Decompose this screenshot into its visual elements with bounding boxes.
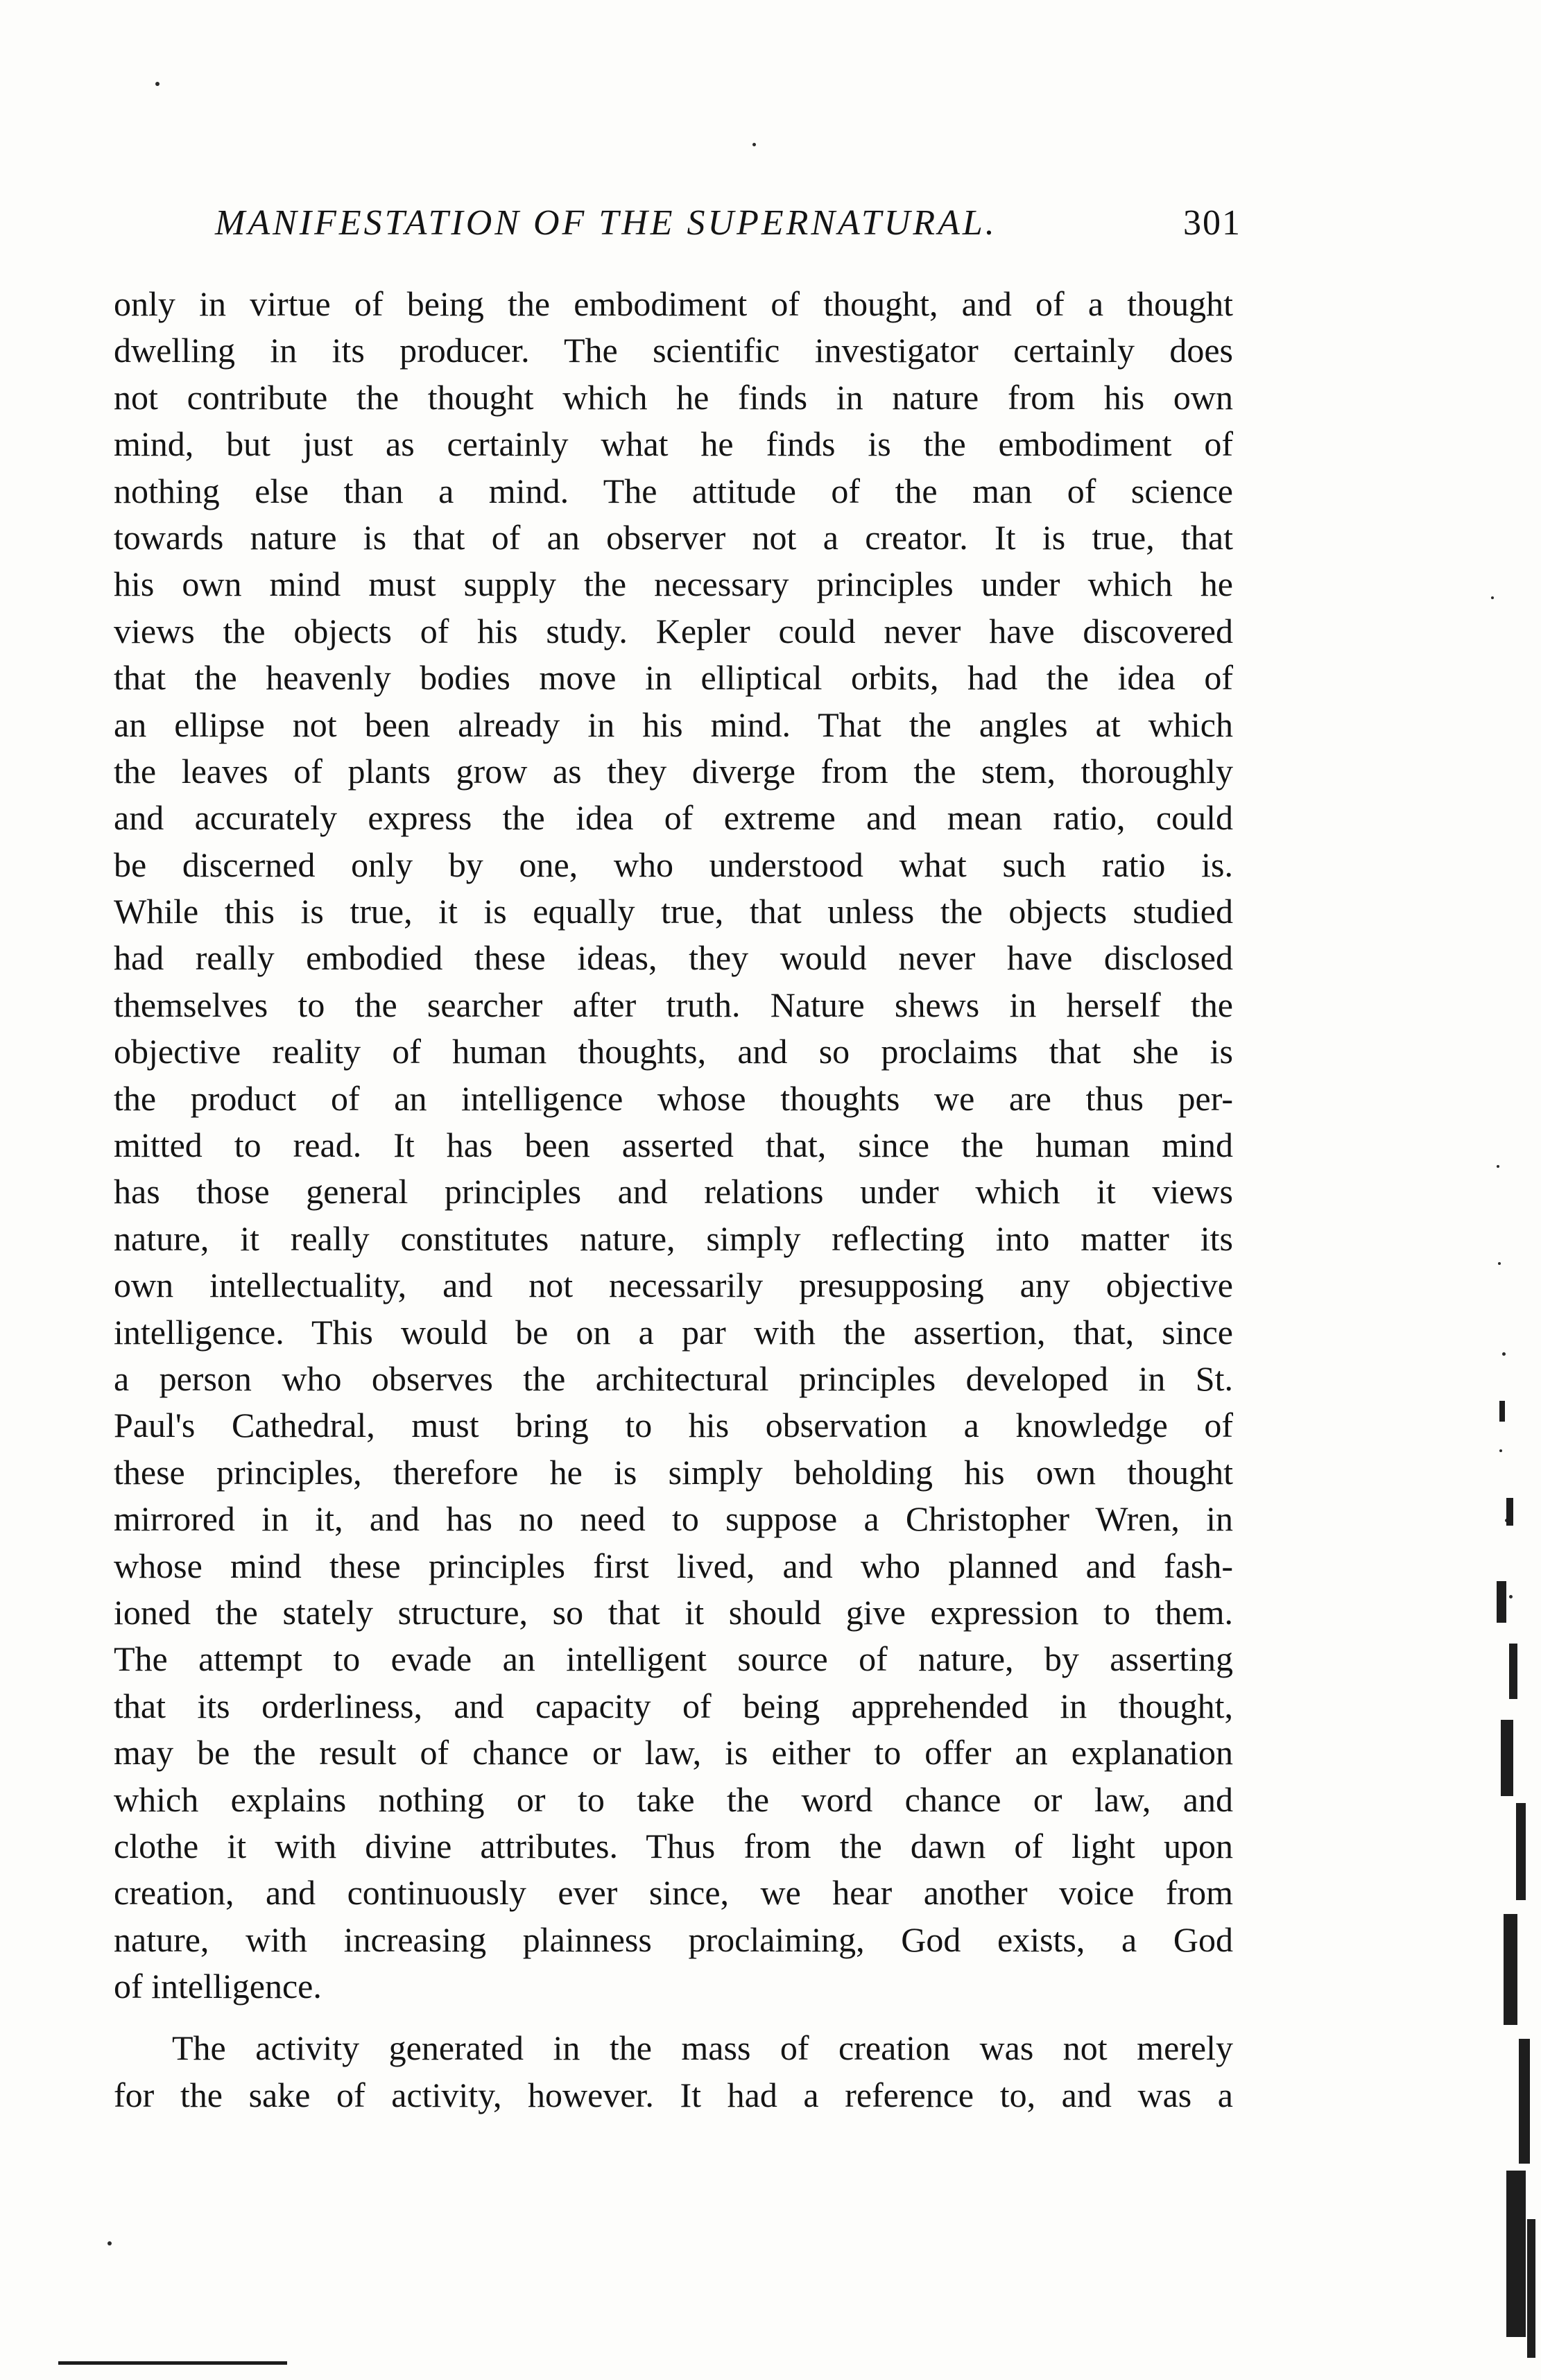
text-line: his own mind must supply the necessary principles under which he bbox=[114, 564, 1233, 604]
text-line: the leaves of plants grow as they diverge from the stem, thoroughly bbox=[114, 751, 1233, 791]
text-line: nothing else than a mind. The attitude of the man of science bbox=[114, 471, 1233, 510]
text-line: clothe it with divine attributes. Thus from the dawn of light upon bbox=[114, 1826, 1233, 1865]
scan-speck bbox=[1498, 1262, 1501, 1265]
text-line: for the sake of activity, however. It had a reference to, and was a bbox=[114, 2075, 1233, 2114]
scan-edge-noise bbox=[1458, 1318, 1541, 2372]
text-line: an ellipse not been already in his mind. That the angles at which bbox=[114, 705, 1233, 744]
text-line: own intellectuality, and not necessarily presupposing any objective bbox=[114, 1266, 1233, 1305]
text-line: nature, with increasing plainness proclaiming, God exists, a God bbox=[114, 1920, 1233, 1959]
paragraph-gap bbox=[114, 2010, 1233, 2025]
text-line: only in virtue of being the embodiment of thought, and of a thought bbox=[114, 284, 1233, 323]
text-line: of intelligence. bbox=[114, 1967, 322, 2006]
text-line: The activity generated in the mass of creation was not merely bbox=[172, 2028, 1233, 2068]
text-line: towards nature is that of an observer not a creator. It is true, that bbox=[114, 517, 1233, 557]
page-number: 301 bbox=[1183, 203, 1241, 243]
text-line: that its orderliness, and capacity of being apprehended in thought, bbox=[114, 1686, 1233, 1725]
text-line: the product of an intelligence whose thoughts we are thus per- bbox=[114, 1078, 1233, 1118]
text-line: creation, and continuously ever since, we hear another voice from bbox=[114, 1873, 1233, 1913]
text-line: objective reality of human thoughts, and so proclaims that she is bbox=[114, 1032, 1233, 1071]
scan-speck bbox=[1497, 1165, 1499, 1168]
text-line: intelligence. This would be on a par with the assertion, that, since bbox=[114, 1312, 1233, 1352]
text-line: views the objects of his study. Kepler could never have discovered bbox=[114, 611, 1233, 650]
bottom-rule bbox=[58, 2361, 287, 2365]
text-line: and accurately express the idea of extreme and mean ratio, could bbox=[114, 798, 1233, 838]
text-line: that the heavenly bodies move in elliptical orbits, had the idea of bbox=[114, 658, 1233, 698]
text-line: nature, it really constitutes nature, simply reflecting into matter its bbox=[114, 1218, 1233, 1258]
running-head bbox=[215, 202, 1241, 251]
paragraph bbox=[114, 2025, 1233, 2119]
text-line: Paul's Cathedral, must bring to his observation a knowledge of bbox=[114, 1406, 1233, 1445]
scan-speck bbox=[155, 82, 160, 86]
text-line: a person who observes the architectural principles developed in St. bbox=[114, 1359, 1233, 1398]
text-line: While this is true, it is equally true, that unless the objects studied bbox=[114, 892, 1233, 931]
paragraph bbox=[114, 281, 1233, 2010]
text-line: mind, but just as certainly what he finds is the embodiment of bbox=[114, 424, 1233, 464]
text-line: ioned the stately structure, so that it should give expression to them. bbox=[114, 1592, 1233, 1632]
text-line: be discerned only by one, who understood what such ratio is. bbox=[114, 845, 1233, 884]
scan-speck bbox=[752, 143, 756, 146]
text-line: whose mind these principles first lived, and who planned and fash- bbox=[114, 1546, 1233, 1585]
text-line: dwelling in its producer. The scientific investigator certainly does bbox=[114, 331, 1233, 370]
scan-speck bbox=[1491, 596, 1494, 599]
text-line: mitted to read. It has been asserted that, since the human mind bbox=[114, 1126, 1233, 1165]
text-line: not contribute the thought which he finds in nature from his own bbox=[114, 377, 1233, 417]
body-text bbox=[114, 281, 1233, 2119]
text-line: The attempt to evade an intelligent source of nature, by asserting bbox=[114, 1639, 1233, 1679]
text-line: which explains nothing or to take the word chance or law, and bbox=[114, 1779, 1233, 1819]
running-title: MANIFESTATION OF THE SUPERNATURAL. bbox=[215, 203, 997, 243]
text-line: these principles, therefore he is simply beholding his own thought bbox=[114, 1452, 1233, 1492]
text-line: mirrored in it, and has no need to suppose a Christopher Wren, in bbox=[114, 1499, 1233, 1539]
scan-speck bbox=[107, 2241, 112, 2245]
text-line: may be the result of chance or law, is either to offer an explanation bbox=[114, 1733, 1233, 1773]
text-line: themselves to the searcher after truth. Nature shews in herself the bbox=[114, 985, 1233, 1024]
text-line: has those general principles and relations under which it views bbox=[114, 1172, 1233, 1211]
text-line: had really embodied these ideas, they would never have disclosed bbox=[114, 938, 1233, 978]
